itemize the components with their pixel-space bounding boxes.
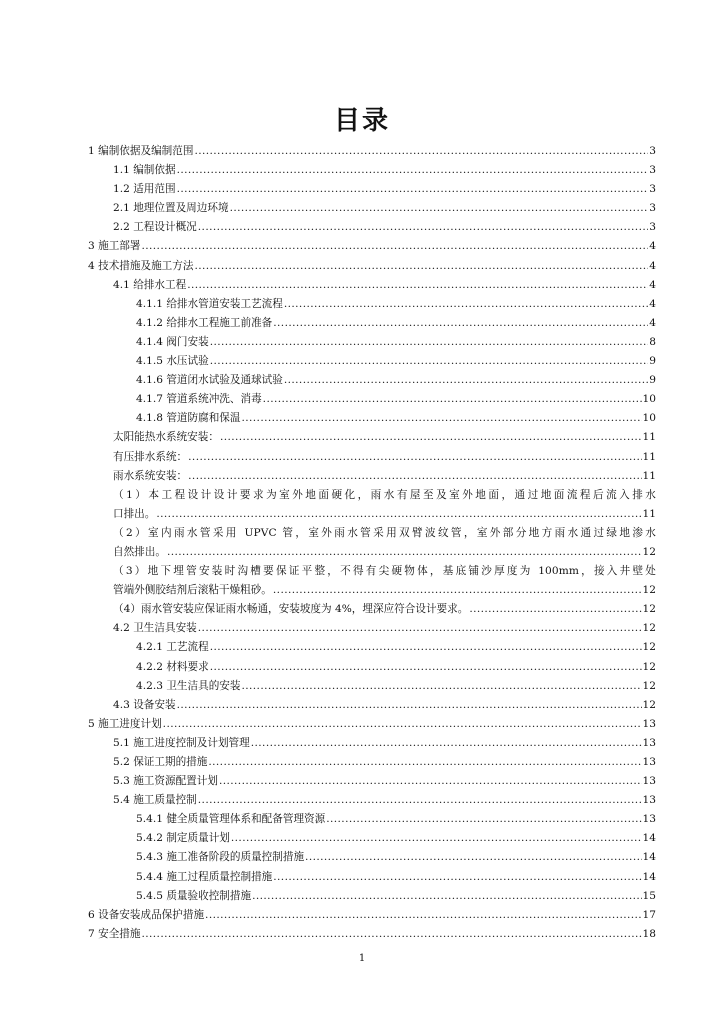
- toc-leader: [198, 218, 648, 237]
- toc-entry[interactable]: [88, 715, 656, 734]
- toc-leader: [210, 333, 649, 352]
- toc-entry-page: 13: [642, 775, 656, 788]
- toc-leader: [273, 868, 641, 887]
- toc-entry-text: 7 安全措施: [88, 927, 141, 940]
- toc-entry[interactable]: [88, 333, 656, 352]
- toc-entry-page: 17: [642, 908, 656, 921]
- toc-entry-text: 4.2 卫生洁具安装: [113, 622, 197, 635]
- toc-entry-text: 6 设备安装成品保护措施: [88, 908, 205, 921]
- toc-entry-page: 13: [642, 717, 656, 730]
- toc-leader: [241, 677, 641, 696]
- toc-leader: [167, 543, 642, 562]
- toc-entry[interactable]: [88, 199, 656, 218]
- toc-entry-page: 12: [642, 641, 656, 654]
- toc-leader: [177, 696, 642, 715]
- toc-entry[interactable]: [88, 677, 656, 696]
- toc-entry-page: 9: [649, 374, 656, 387]
- toc-entry[interactable]: [88, 142, 656, 161]
- toc-entry-text: 4.1.7 管道系统冲洗、消毒: [136, 393, 262, 406]
- toc-entry-page: 12: [642, 660, 656, 673]
- toc-entry-page: 12: [642, 603, 656, 616]
- toc-entry-page: 13: [642, 736, 656, 749]
- toc-entry-text: 4.1.1 给排水管道安装工艺流程: [136, 297, 283, 310]
- toc-leader: [210, 638, 642, 657]
- toc-leader: [194, 142, 648, 161]
- toc-leader: [163, 715, 642, 734]
- toc-entry-page: 3: [649, 202, 656, 215]
- toc-entry-text: 5.3 施工资源配置计划: [113, 775, 218, 788]
- toc-entry-page: 12: [642, 679, 656, 692]
- toc-entry[interactable]: [88, 868, 656, 887]
- toc-entry-line1[interactable]: （2）室内雨水管采用 UPVC 管，室外雨水管采用双臂波纹管，室外部分地方雨水通过绿地渗水: [113, 526, 656, 539]
- toc-entry-text: 4.2.3 卫生洁具的安装: [136, 679, 241, 692]
- toc-leader: [141, 925, 641, 944]
- toc-entry-page: 4: [649, 259, 656, 272]
- toc-entry-page: 3: [649, 145, 656, 157]
- toc-entry[interactable]: [88, 887, 656, 906]
- toc-entry-page: 13: [642, 813, 656, 826]
- toc-entry[interactable]: [88, 753, 656, 772]
- toc-entry-page: 11: [642, 431, 656, 444]
- toc-leader: [230, 199, 649, 218]
- toc-entry-text: 4.1.8 管道防腐和保温: [136, 412, 241, 425]
- toc-leader: [208, 753, 641, 772]
- toc-entry-text: 管端外侧胶结剂后滚粘干燥粗砂。: [113, 584, 272, 597]
- toc-entry-line1[interactable]: （3）地下埋管安装时沟槽要保证平整，不得有尖硬物体，基底铺沙厚度为 100mm，接入井壁处: [113, 565, 656, 578]
- table-of-contents: [88, 142, 656, 944]
- toc-entry-text: 自然排出。: [113, 545, 166, 558]
- toc-entry-text: 5.4.2 制定质量计划: [136, 832, 230, 845]
- toc-entry[interactable]: [88, 772, 656, 791]
- toc-entry-page: 4: [649, 297, 656, 310]
- toc-leader: [205, 906, 641, 925]
- toc-leader: [273, 581, 642, 600]
- toc-entry-page: 8: [649, 335, 656, 348]
- toc-entry-page: 15: [642, 889, 656, 902]
- toc-entry-text: 2.2 工程设计概况: [113, 221, 197, 234]
- toc-leader: [326, 810, 641, 829]
- toc-entry[interactable]: [88, 658, 656, 677]
- toc-entry-page: 14: [642, 870, 656, 883]
- toc-entry[interactable]: [88, 810, 656, 829]
- toc-entry-page: 12: [642, 698, 656, 711]
- toc-leader: [252, 887, 641, 906]
- toc-entry-page: 9: [649, 355, 656, 368]
- toc-entry-text: 4.1 给排水工程: [113, 278, 187, 291]
- toc-entry[interactable]: [88, 448, 656, 467]
- toc-entry[interactable]: [88, 352, 656, 371]
- toc-leader: [305, 848, 641, 867]
- toc-entry[interactable]: [88, 600, 656, 619]
- toc-entry-text: 有压排水系统：: [113, 450, 188, 463]
- toc-leader: [284, 371, 648, 390]
- toc-entry-page: 11: [642, 450, 656, 463]
- toc-entry-text: 4.1.4 阀门安装: [136, 335, 209, 348]
- toc-entry[interactable]: [88, 371, 656, 390]
- toc-entry-page: 4: [649, 240, 656, 253]
- toc-entry-page: 10: [642, 393, 656, 406]
- toc-entry-text: 1 编制依据及编制范围: [88, 145, 194, 157]
- toc-entry[interactable]: [88, 696, 656, 715]
- toc-leader: [241, 409, 641, 428]
- toc-entry[interactable]: [88, 543, 656, 562]
- toc-leader: [231, 829, 642, 848]
- toc-entry[interactable]: [88, 180, 656, 199]
- toc-entry[interactable]: [88, 276, 656, 295]
- toc-entry-page: 11: [642, 507, 656, 520]
- toc-leader: [194, 257, 648, 276]
- toc-entry-text: 2.1 地理位置及周边环境: [113, 202, 229, 215]
- toc-entry-text: 3 施工部署: [88, 240, 141, 253]
- toc-entry[interactable]: [88, 161, 656, 180]
- toc-title: 目录: [333, 106, 390, 136]
- toc-leader: [188, 467, 641, 486]
- toc-entry-text: 5.4.5 质量验收控制措施: [136, 889, 252, 902]
- toc-entry-text: 太阳能热水系统安装：: [113, 431, 219, 444]
- toc-entry[interactable]: [88, 428, 656, 447]
- toc-leader: [210, 658, 642, 677]
- toc-leader: [187, 276, 648, 295]
- toc-entry[interactable]: [88, 734, 656, 753]
- toc-entry-page: 14: [642, 851, 656, 864]
- toc-entry[interactable]: [88, 581, 656, 600]
- toc-entry-page: 18: [642, 927, 656, 940]
- toc-entry-page: 3: [649, 221, 656, 234]
- toc-entry-text: 1.2 适用范围: [113, 183, 176, 196]
- toc-entry-text: 5.4 施工质量控制: [113, 794, 197, 807]
- toc-leader: [284, 295, 648, 314]
- toc-leader: [219, 772, 642, 791]
- toc-entry[interactable]: [88, 314, 656, 333]
- toc-leader: [210, 352, 649, 371]
- toc-entry-text: 4.1.5 水压试验: [136, 355, 209, 368]
- toc-leader: [177, 180, 649, 199]
- toc-leader: [156, 505, 641, 524]
- toc-entry[interactable]: [88, 791, 656, 810]
- toc-entry-text: 5.4.1 健全质量管理体系和配备管理资源: [136, 813, 326, 826]
- toc-leader: [263, 390, 642, 409]
- toc-leader: [188, 448, 641, 467]
- toc-entry-page: 13: [642, 756, 656, 768]
- toc-entry-text: 4.2.1 工艺流程: [136, 641, 209, 654]
- toc-leader: [177, 161, 649, 180]
- toc-entry[interactable]: [88, 409, 656, 428]
- toc-entry-page: 3: [649, 164, 656, 177]
- toc-leader: [198, 791, 642, 810]
- toc-entry-text: （4）雨水管安装应保证雨水畅通，安装坡度为 4%，埋深应符合设计要求。: [113, 603, 469, 616]
- toc-entry[interactable]: [88, 505, 656, 524]
- toc-entry-page: 12: [642, 584, 656, 597]
- toc-entry-page: 11: [642, 469, 656, 482]
- toc-entry[interactable]: [88, 218, 656, 237]
- toc-entry[interactable]: [88, 906, 656, 925]
- toc-entry-text: 雨水系统安装：: [113, 469, 188, 482]
- toc-entry[interactable]: [88, 619, 656, 638]
- toc-entry[interactable]: [88, 848, 656, 867]
- toc-entry-page: 4: [649, 316, 656, 329]
- toc-entry-text: 5.4.4 施工过程质量控制措施: [136, 870, 273, 883]
- toc-entry[interactable]: [88, 257, 656, 276]
- toc-entry[interactable]: [88, 467, 656, 486]
- toc-entry-page: 13: [642, 794, 656, 807]
- toc-entry-text: 5.2 保证工期的措施: [113, 756, 208, 768]
- toc-entry-text: 4.3 设备安装: [113, 698, 176, 711]
- toc-entry-text: 4.1.2 给排水工程施工前准备: [136, 316, 273, 329]
- toc-entry-page: 14: [642, 832, 656, 845]
- toc-entry[interactable]: [88, 638, 656, 657]
- toc-entry-text: 4 技术措施及施工方法: [88, 259, 194, 272]
- toc-entry[interactable]: [88, 237, 656, 256]
- toc-entry-text: 口排出。: [113, 507, 156, 520]
- toc-leader: [220, 428, 642, 447]
- toc-entry[interactable]: [88, 295, 656, 314]
- toc-entry[interactable]: [88, 390, 656, 409]
- page-number: 1: [358, 953, 366, 964]
- toc-entry-text: 4.2.2 材料要求: [136, 660, 209, 673]
- toc-leader: [141, 237, 648, 256]
- toc-leader: [469, 600, 641, 619]
- toc-entry-text: 1.1 编制依据: [113, 164, 176, 177]
- toc-entry-page: 3: [649, 183, 656, 196]
- toc-leader: [198, 619, 642, 638]
- toc-entry-text: 4.1.6 管道闭水试验及通球试验: [136, 374, 283, 387]
- toc-entry[interactable]: [88, 829, 656, 848]
- toc-entry-page: 4: [649, 278, 656, 291]
- toc-entry-page: 10: [642, 412, 656, 425]
- toc-entry-page: 12: [642, 545, 656, 558]
- toc-entry-text: 5 施工进度计划: [88, 717, 162, 730]
- toc-leader: [251, 734, 642, 753]
- toc-entry-line1[interactable]: （1）本工程设计设计要求为室外地面硬化，雨水有屋至及室外地面，通过地面流程后流入排水: [113, 488, 656, 501]
- toc-entry[interactable]: [88, 925, 656, 944]
- toc-entry-text: 5.1 施工进度控制及计划管理: [113, 736, 250, 749]
- toc-entry-text: 5.4.3 施工准备阶段的质量控制措施: [136, 851, 305, 864]
- toc-entry-page: 12: [642, 622, 656, 635]
- toc-leader: [273, 314, 648, 333]
